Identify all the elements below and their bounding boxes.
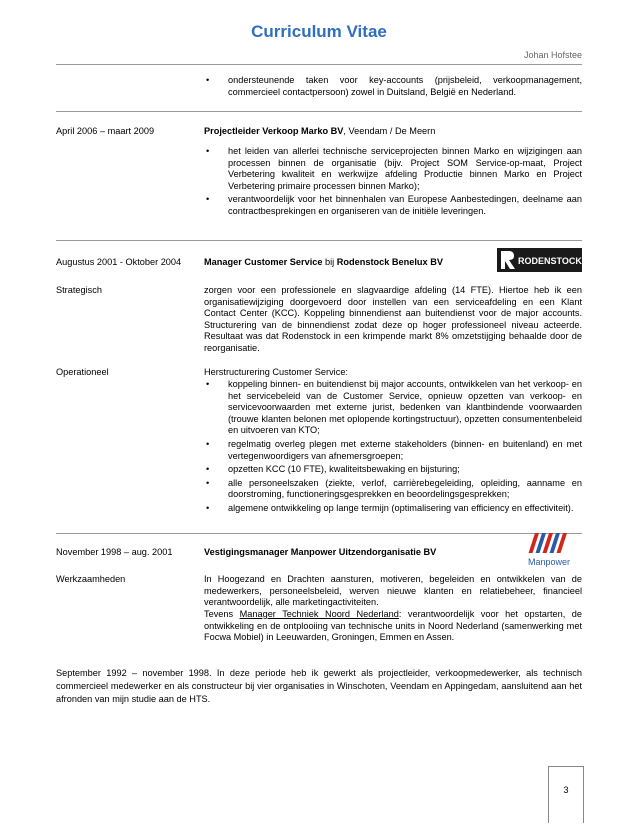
rodenstock-logo-text: RODENSTOCK	[518, 256, 582, 266]
header-rule	[56, 64, 582, 65]
strategisch-label: Strategisch	[56, 285, 102, 295]
tevens-role: Manager Techniek Noord Nederland	[239, 609, 399, 619]
tevens-text	[204, 609, 582, 644]
section-rule	[56, 240, 582, 241]
job3-title: Vestigingsmanager Manpower Uitzendorganisatie BV	[204, 547, 437, 557]
operationeel-label: Operationeel	[56, 367, 109, 377]
page-number: 3	[563, 785, 569, 795]
job1-bullet-list	[204, 146, 582, 220]
job3-heading	[204, 547, 436, 557]
job1-location: , Veendam / De Meern	[343, 126, 436, 136]
strategisch-text: zorgen voor een professionele en slagvaardige afdeling (14 FTE). Hiertoe heb ik een organisatiewijziging doorgevoerd door instellen van een serviceafdeling en een Klant Contact Center (KCC). Koppeling binnendienst aan buitendienst voor de major accounts. Structurering van de binnendienst zodat deze op hoger professioneel niveau acteerde. Resultaat was dat Rodenstock in een krimpende markt 8% omzetstijging behaalde door de reorganisatie.	[204, 285, 582, 353]
top-bullet-list	[204, 75, 582, 100]
job1-heading	[204, 126, 435, 136]
section-rule	[56, 533, 582, 534]
list-item: • verantwoordelijk voor het binnenhalen van Europese Aanbestedingen, deelname aan contractbesprekingen en organiseren van de initiële leveringen.	[204, 194, 582, 217]
list-item: • regelmatig overleg plegen met externe stakeholders (binnen- en buitenland) en met vertegenwoordigers van afnemersgroepen;	[204, 439, 582, 462]
list-item: • algemene ontwikkeling op lange termijn (optimalisering van efficiency en effectiviteit).	[204, 503, 582, 515]
list-item: • het leiden van allerlei technische serviceprojecten binnen Marko en wijzigingen aan processen binnen de organisatie (bijv. Project SOM Service-op-maat, Project Verbetering kwaliteit en werkwijze afdeling Productie binnen Marko en Project Verbetering primaire processen binnen Marko);	[204, 146, 582, 192]
werkzaamheden-label: Werkzaamheden	[56, 574, 126, 584]
job3-date: November 1998 – aug. 2001	[56, 547, 173, 557]
section-rule	[56, 111, 582, 112]
operationeel-intro: Herstructurering Customer Service:	[204, 367, 348, 377]
document-title: Curriculum Vitae	[251, 22, 387, 41]
werkzaamheden-text: In Hoogezand en Drachten aansturen, motiveren, begeleiden en ontwikkelen van de medewerkers, personeelsbeleid, werven nieuwe klanten en relatiebeheer, financieel verantwoordelijk, alle marketingactiviteiten.	[204, 574, 582, 608]
tevens-prefix: Tevens	[204, 609, 240, 619]
rodenstock-logo	[497, 248, 582, 272]
job2-company: Rodenstock Benelux BV	[336, 257, 443, 267]
job2-heading	[204, 257, 443, 267]
job2-date: Augustus 2001 - Oktober 2004	[56, 257, 182, 267]
job1-date: April 2006 – maart 2009	[56, 126, 155, 136]
list-item: • opzetten KCC (10 FTE), kwaliteitsbewaking en bijsturing;	[204, 464, 582, 476]
job2-connector: bij	[322, 257, 337, 267]
tevens-body: : verantwoordelijk voor het opstarten, de ontwikkeling en de ontplooiing van technische units in Noord Nederland (samenwerking met Focwa Mobiel) in Leeuwarden, Groningen, Emmen en Assen.	[204, 609, 582, 643]
manpower-logo	[522, 530, 580, 570]
author-name: Johan Hofstee	[523, 50, 582, 60]
list-item: • alle personeelszaken (ziekte, verlof, carrièrebegeleiding, opleiding, aanname en doorstroming, functioneringsgesprekken en beoordelingsgesprekken;	[204, 478, 582, 501]
closing-paragraph: September 1992 – november 1998. In deze periode heb ik gewerkt als projectleider, verkoopmedewerker, als technisch commercieel medewerker en als constructeur bij vier organisaties in Winschoten, Veendam en Appingedam, aansluitend aan het afronden van mijn studie aan de HTS.	[56, 668, 582, 704]
list-item: • koppeling binnen- en buitendienst bij major accounts, ontwikkelen van het verkoop- en het servicebeleid van de Customer Service, opnieuw opzetten van verkoop- en servicevoorwaarden met externe jurist, bedenken van klantbindende voorwaarden (trouwe klanten belonen met oplopende kortingstructuur), opzetten consumentenbeleid en uitvoeren van KTO;	[204, 379, 582, 437]
manpower-logo-text: Manpower	[528, 557, 571, 567]
list-item: • ondersteunende taken voor key-accounts (prijsbeleid, verkoopmanagement, commercieel contactpersoon) zowel in Duitsland, België en Nederland.	[204, 75, 582, 98]
job1-title: Projectleider Verkoop Marko BV	[204, 126, 344, 136]
page-number-box	[548, 766, 584, 823]
operationeel-bullet-list	[204, 379, 582, 517]
job2-title: Manager Customer Service	[204, 257, 323, 267]
